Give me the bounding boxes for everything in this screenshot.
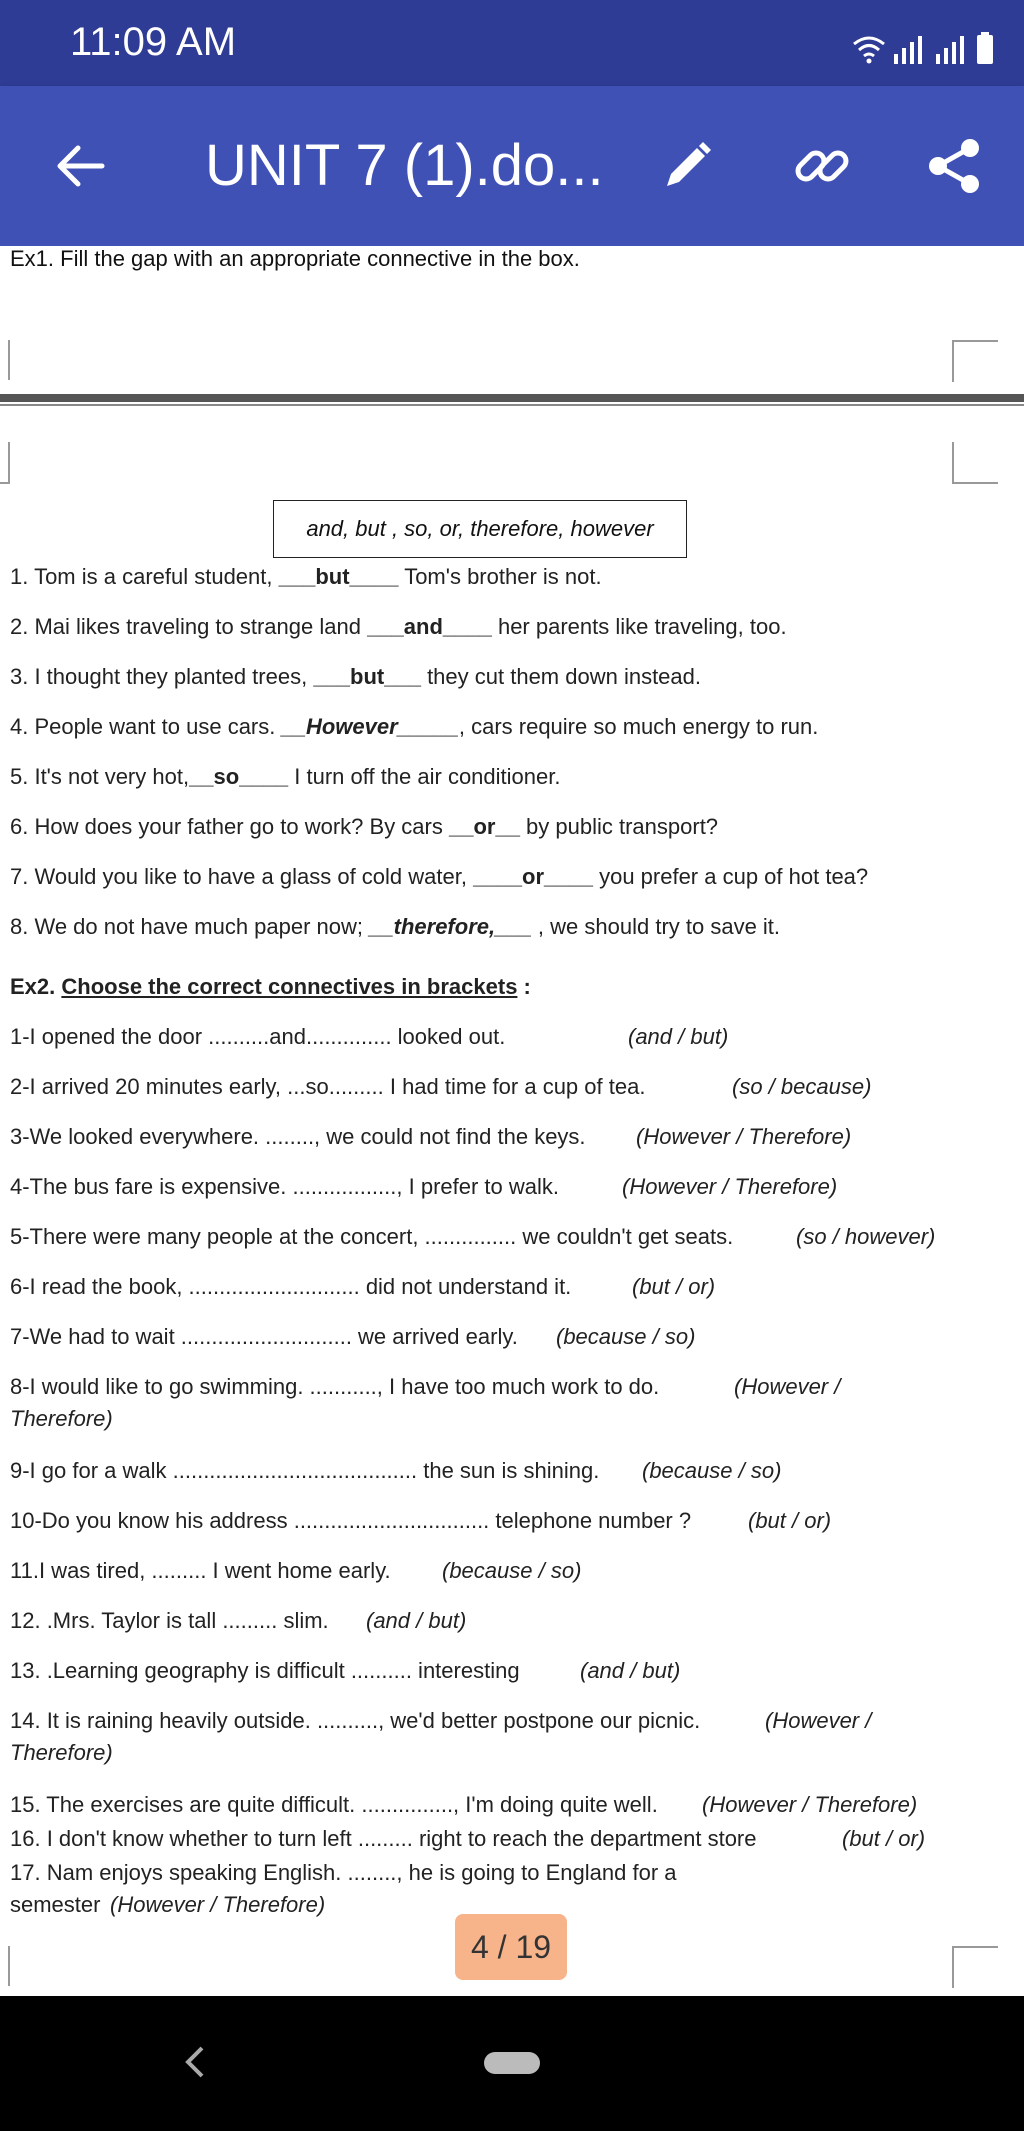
ex2-item-text: 14. It is raining heavily outside. .........., we'd better postpone our picnic. (10, 1708, 701, 1733)
battery-icon (976, 32, 994, 64)
ex2-item (10, 1708, 700, 1734)
signal-icon-2 (934, 34, 970, 64)
document-title: UNIT 7 (1).do... (205, 133, 604, 198)
ex2-item-text: 2-I arrived 20 minutes early, ...so......... I had time for a cup of tea. (10, 1074, 646, 1099)
ex1-item-answer: ___but___ (313, 664, 421, 689)
ex2-item-options: (because / so) (642, 1458, 782, 1483)
ex1-item-text: 3. I thought they planted trees, (10, 664, 314, 689)
ex1-item-rest: , cars require so much energy to run. (458, 714, 819, 739)
ex2-item (10, 1224, 733, 1250)
ex1-item-answer: ___but____ (278, 564, 399, 589)
ex1-item-answer: __However_____ (281, 714, 459, 739)
nav-back-icon[interactable] (180, 2042, 210, 2082)
ex2-item-text: semester (10, 1892, 101, 1917)
ex2-item (10, 1508, 691, 1534)
ex1-item-answer: __so____ (189, 764, 289, 789)
ex1-item-rest: you prefer a cup of hot tea? (592, 864, 869, 889)
ex1-item-text: 7. Would you like to have a glass of cold water, (10, 864, 474, 889)
ex2-heading-text: Choose the correct connectives in brackets (61, 974, 518, 999)
ex1-item (10, 764, 560, 790)
ex2-item-text: 12. .Mrs. Taylor is tall ......... slim. (10, 1608, 329, 1633)
ex1-item-text: 2. Mai likes traveling to strange land (10, 614, 368, 639)
ex2-item-options: (However / Therefore) (110, 1892, 326, 1917)
ex1-item (10, 864, 868, 890)
ex2-label: Ex2. (10, 974, 62, 999)
ex2-item-text: 1-I opened the door ..........and.............. looked out. (10, 1024, 506, 1049)
ex1-item-text: 8. We do not have much paper now; (10, 914, 370, 939)
ex1-item (10, 714, 818, 740)
ex1-item-answer: ____or____ (473, 864, 593, 889)
ex2-item (10, 1024, 505, 1050)
ex2-item-options: (However / Therefore) (702, 1792, 918, 1817)
ex2-item-text: 6-I read the book, ............................ did not understand it. (10, 1274, 572, 1299)
share-icon[interactable] (922, 134, 986, 198)
ex2-item-text: 13. .Learning geography is difficult .......... interesting (10, 1658, 520, 1683)
connectives-box-text: and, but , so, or, therefore, however (306, 516, 654, 541)
ex2-item (10, 1792, 658, 1818)
ex2-item (10, 1740, 113, 1766)
system-nav-bar (0, 1996, 1024, 2131)
ex2-item (10, 1374, 659, 1400)
ex1-item-rest: by public transport? (519, 814, 719, 839)
ex1-item (10, 664, 701, 690)
ex2-item (10, 1324, 518, 1350)
wifi-icon (852, 34, 886, 64)
ex1-item (10, 564, 602, 590)
status-time: 11:09 AM (70, 20, 237, 64)
ex2-colon: : (517, 974, 531, 999)
ex2-item (10, 1558, 391, 1584)
ex1-item-rest: they cut them down instead. (420, 664, 702, 689)
app-bar (0, 86, 1024, 246)
ex2-item-text: 5-There were many people at the concert, ............... we couldn't get seats. (10, 1224, 734, 1249)
ex2-item-text: 17. Nam enjoys speaking English. ........, he is going to England for a (10, 1860, 677, 1885)
signal-icon (892, 34, 928, 64)
ex1-item-text: 6. How does your father go to work? By cars (10, 814, 449, 839)
ex2-item (10, 1860, 677, 1886)
ex2-item-options: (so / because) (732, 1074, 872, 1099)
edit-pencil-icon[interactable] (655, 134, 719, 198)
ex2-heading (10, 974, 531, 1000)
ex2-item-options: (because / so) (556, 1324, 696, 1349)
ex2-item (10, 1658, 520, 1684)
ex1-heading: Ex1. Fill the gap with an appropriate connective in the box. (10, 246, 580, 271)
ex1-item (10, 914, 780, 940)
ex2-item-text: 15. The exercises are quite difficult. ..............., I'm doing quite well. (10, 1792, 658, 1817)
ex2-item-options: (However / Therefore) (622, 1174, 838, 1199)
ex2-item-text: 7-We had to wait ............................ we arrived early. (10, 1324, 518, 1349)
ex2-item (10, 1274, 571, 1300)
crop-mark (952, 442, 998, 484)
ex2-item-options: (and / but) (580, 1658, 681, 1683)
ex1-item-rest: , we should try to save it. (531, 914, 781, 939)
ex2-item (10, 1458, 599, 1484)
ex2-item-text: 9-I go for a walk ........................................ the sun is shining. (10, 1458, 600, 1483)
document-viewer[interactable] (0, 246, 1024, 1996)
page-indicator: 4 / 19 (455, 1914, 567, 1980)
ex1-item-answer: __or__ (448, 814, 520, 839)
connectives-box (273, 500, 687, 558)
ex1-item (10, 614, 787, 640)
ex1-item-rest: her parents like traveling, too. (491, 614, 787, 639)
ex2-item (10, 1826, 757, 1852)
ex1-item-answer: ___and____ (367, 614, 492, 639)
ex2-item-options: (but / or) (842, 1826, 926, 1851)
ex2-item (10, 1892, 100, 1918)
crop-mark (952, 340, 998, 382)
ex2-item-options: (However / (734, 1374, 841, 1399)
ex2-item-text: 4-The bus fare is expensive. ................., I prefer to walk. (10, 1174, 560, 1199)
page-separator-line (0, 404, 1024, 406)
crop-mark (0, 340, 10, 380)
ex2-item (10, 1074, 645, 1100)
ex2-item-options: (However / (765, 1708, 872, 1733)
ex2-item-options: (However / Therefore) (636, 1124, 852, 1149)
ex2-item-options: (but / or) (748, 1508, 832, 1533)
crop-mark (952, 1946, 998, 1988)
ex2-item-options: (so / however) (796, 1224, 936, 1249)
ex2-item-text: 10-Do you know his address ................................ telephone number ? (10, 1508, 692, 1533)
nav-home-pill[interactable] (484, 2052, 540, 2074)
ex2-item (10, 1406, 113, 1432)
ex1-item-text: 1. Tom is a careful student, (10, 564, 279, 589)
ex1-item-text: 5. It's not very hot, (10, 764, 190, 789)
crop-mark (0, 442, 10, 484)
ex2-item-options: (and / but) (366, 1608, 467, 1633)
ex2-item-text: 16. I don't know whether to turn left ......... right to reach the department store (10, 1826, 757, 1851)
ex2-item-options: (and / but) (628, 1024, 729, 1049)
ex1-item-text: 4. People want to use cars. (10, 714, 282, 739)
ex1-item-rest: I turn off the air conditioner. (288, 764, 561, 789)
ex2-item-text: 8-I would like to go swimming. ..........., I have too much work to do. (10, 1374, 660, 1399)
ex2-item (10, 1124, 586, 1150)
ex1-item (10, 814, 718, 840)
back-arrow-icon[interactable] (50, 136, 110, 196)
page-separator (0, 394, 1024, 402)
ex2-item-options: (because / so) (442, 1558, 582, 1583)
status-bar (0, 0, 1024, 86)
crop-mark (0, 1946, 10, 1986)
ex2-item-text: Therefore) (10, 1740, 113, 1765)
ex2-item (10, 1608, 329, 1634)
ex2-item-text: 3-We looked everywhere. ........, we could not find the keys. (10, 1124, 586, 1149)
status-icons (852, 24, 994, 64)
ex2-item-text: 11.I was tired, ......... I went home early. (10, 1558, 391, 1583)
link-icon[interactable] (790, 134, 854, 198)
ex2-item-text: Therefore) (10, 1406, 113, 1431)
ex1-item-rest: Tom's brother is not. (398, 564, 602, 589)
ex2-item (10, 1174, 559, 1200)
ex1-item-answer: __therefore,___ (369, 914, 532, 939)
ex2-item-options: (but / or) (632, 1274, 716, 1299)
